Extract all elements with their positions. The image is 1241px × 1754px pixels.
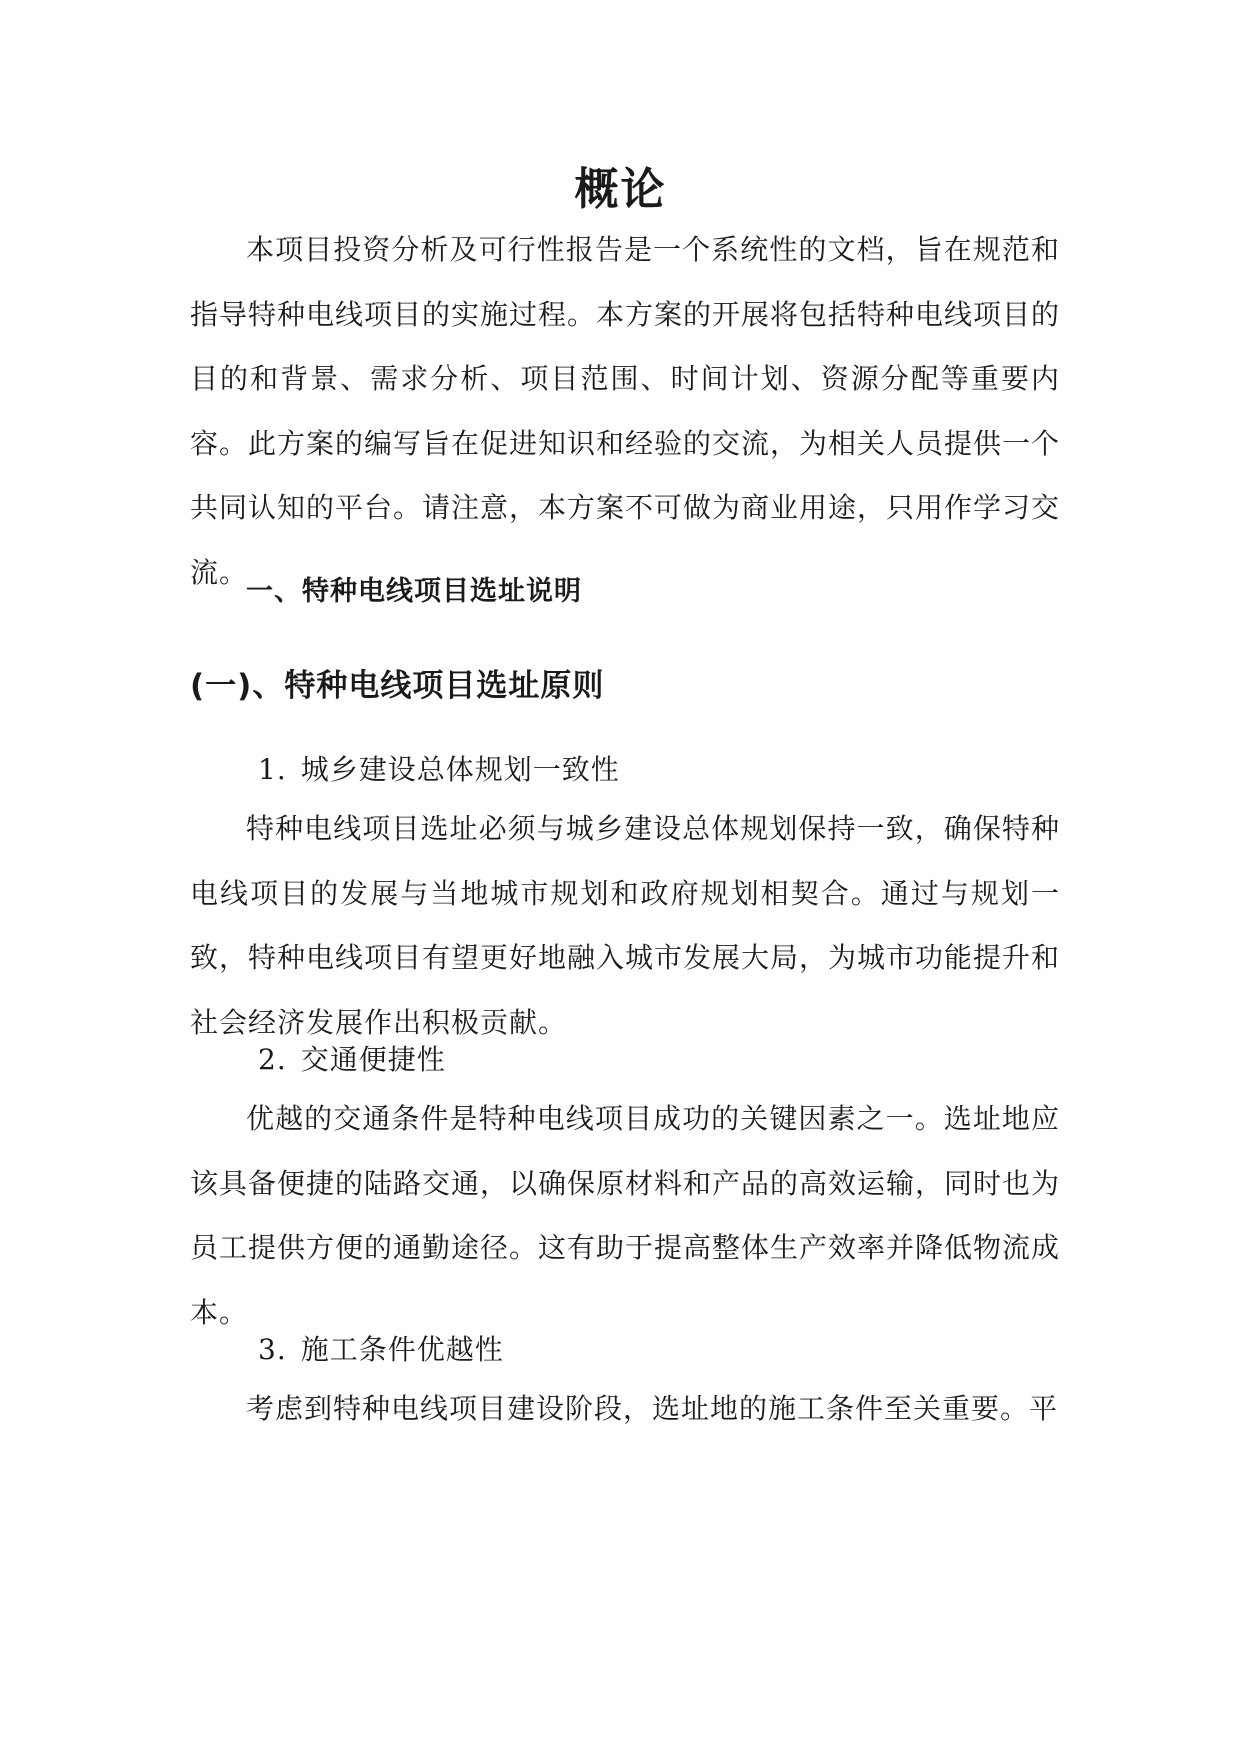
principle-1-heading [258, 750, 620, 790]
subsection-heading: (一)、特种电线项目选址原则 [190, 668, 605, 704]
principle-2-body: 优越的交通条件是特种电线项目成功的关键因素之一。选址地应该具备便捷的陆路交通，以确保原材料和产品的高效运输，同时也为员工提供方便的通勤途径。这有助于提高整体生产效率并降低物流成本。 [190, 1102, 1061, 1329]
page-title: 概论 [574, 164, 667, 215]
principle-3-title: 施工条件优越性 [300, 1333, 504, 1366]
principle-2-title: 交通便捷性 [300, 1043, 446, 1076]
principle-2-number: 2. [258, 1043, 287, 1076]
principle-1-title: 城乡建设总体规划一致性 [300, 753, 620, 786]
principle-1-body: 特种电线项目选址必须与城乡建设总体规划保持一致，确保特种电线项目的发展与当地城市规划和政府规划相契合。通过与规划一致，特种电线项目有望更好地融入城市发展大局，为城市功能提升和社会经济发展作出积极贡献。 [190, 812, 1061, 1039]
principle-3-number: 3. [258, 1333, 287, 1366]
principle-3-heading [258, 1330, 504, 1370]
principle-3-body: 考虑到特种电线项目建设阶段，选址地的施工条件至关重要。平 [246, 1392, 1059, 1425]
principle-2-heading [258, 1040, 446, 1080]
intro-paragraph: 本项目投资分析及可行性报告是一个系统性的文档，旨在规范和指导特种电线项目的实施过程。本方案的开展将包括特种电线项目的目的和背景、需求分析、项目范围、时间计划、资源分配等重要内容。此方案的编写旨在促进知识和经验的交流，为相关人员提供一个共同认知的平台。请注意，本方案不可做为商业用途，只用作学习交流。 [190, 233, 1061, 589]
principle-1-number: 1. [258, 753, 287, 786]
section-heading: 一、特种电线项目选址说明 [246, 576, 582, 607]
